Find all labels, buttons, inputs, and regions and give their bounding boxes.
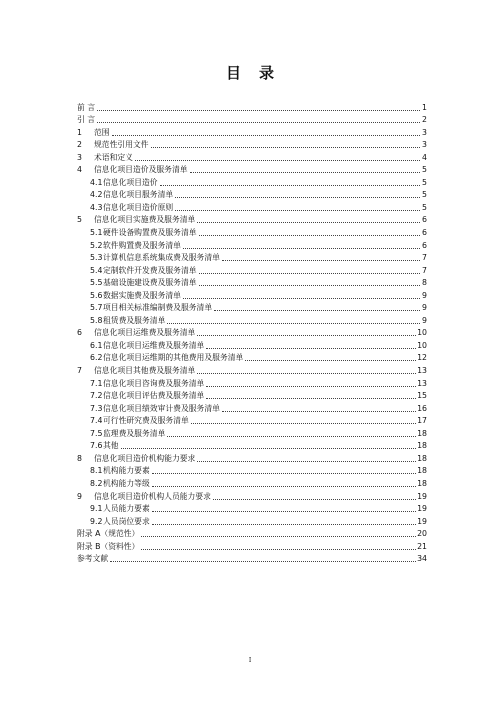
toc-entry-number: 5.7 — [90, 303, 103, 313]
toc-entry-number: 前 言 — [77, 102, 96, 112]
toc-entry-text: 信息化项目绩效审计费及服务清单 — [103, 403, 220, 413]
toc-entry-text: 术语和定义 — [94, 152, 133, 162]
toc-entry-text: 信息化项目服务清单 — [103, 190, 174, 200]
toc-entry-number: 3 — [77, 152, 82, 162]
toc-entry[interactable] — [77, 251, 427, 264]
toc-entry-page: 2 — [422, 115, 427, 125]
toc-entry-text: 项目相关标准编制费及服务清单 — [103, 303, 213, 313]
toc-entry-number: 8 — [77, 453, 82, 463]
dot-leader — [121, 447, 416, 449]
toc-entry-text: 可行性研究费及服务清单 — [103, 416, 189, 426]
toc-entry-page: 6 — [422, 215, 427, 225]
toc-entry-text: 数据实施费及服务清单 — [103, 290, 181, 300]
dot-leader — [222, 259, 420, 261]
dot-leader — [199, 272, 420, 274]
toc-entry-text: 硬件设备购置费及服务清单 — [103, 228, 197, 238]
toc-entry-title — [90, 278, 197, 288]
toc-entry-title — [90, 429, 165, 439]
toc-entry-title — [90, 203, 173, 213]
toc-entry[interactable] — [77, 125, 427, 138]
dot-leader — [197, 221, 420, 223]
toc-entry-title — [90, 416, 189, 426]
dot-leader — [175, 209, 420, 211]
toc-entry-number: 5.6 — [90, 290, 103, 300]
toc-entry-number: 9 — [77, 491, 82, 501]
toc-entry-title — [90, 291, 181, 301]
dot-leader — [206, 385, 416, 387]
toc-entry-number: 7.5 — [90, 428, 103, 438]
toc-entry-text: 信息化项目运维费及服务清单 — [103, 340, 205, 350]
toc-entry-text: 基础设施建设费及服务清单 — [103, 278, 197, 288]
toc-entry-page: 6 — [422, 240, 427, 250]
toc-entry-title — [90, 316, 165, 326]
dot-leader — [206, 397, 416, 399]
toc-entry-page: 19 — [417, 504, 427, 514]
toc-entry-number: 5.2 — [90, 240, 103, 250]
toc-entry-text: 机构能力等级 — [103, 478, 150, 488]
toc-entry-page: 3 — [422, 127, 427, 137]
toc-entry-text: 信息化项目运维期的其他费用及服务清单 — [103, 353, 244, 363]
toc-entry-text: 计算机信息系统集成费及服务清单 — [103, 253, 220, 263]
toc-entry-text: 人员岗位要求 — [103, 516, 150, 526]
toc-entry-text: 信息化项目咨询费及服务清单 — [103, 378, 205, 388]
toc-entry[interactable] — [77, 276, 427, 289]
toc-entry-title — [77, 454, 195, 464]
toc-entry[interactable] — [77, 175, 427, 188]
toc-entry-number: 4 — [77, 165, 82, 175]
toc-entry-page: 34 — [417, 554, 427, 564]
toc-entry-page: 18 — [417, 441, 427, 451]
toc-entry-page: 3 — [422, 140, 427, 150]
toc-entry[interactable] — [77, 288, 427, 301]
toc-entry[interactable] — [77, 363, 427, 376]
toc-entry-number: 7.1 — [90, 378, 103, 388]
dot-leader — [160, 184, 420, 186]
toc-entry-page: 18 — [417, 428, 427, 438]
toc-entry-text: 信息化项目造价及服务清单 — [94, 165, 188, 175]
toc-entry-number: 4.2 — [90, 190, 103, 200]
toc-entry-number: 5.8 — [90, 315, 103, 325]
dot-leader — [141, 548, 416, 550]
toc-entry[interactable] — [77, 476, 427, 489]
dot-leader — [183, 297, 420, 299]
toc-entry-text: 规范性引用文件 — [94, 140, 149, 150]
toc-entry-page: 16 — [417, 403, 427, 413]
toc-entry[interactable] — [77, 138, 427, 151]
dot-leader — [213, 498, 416, 500]
toc-entry-page: 20 — [417, 529, 427, 539]
toc-entry-page: 18 — [417, 478, 427, 488]
toc-entry-number: 7.3 — [90, 403, 103, 413]
toc-entry[interactable] — [77, 464, 427, 477]
toc-entry[interactable] — [77, 401, 427, 414]
toc-entry-number: 7.2 — [90, 391, 103, 401]
toc-entry-page: 10 — [417, 328, 427, 338]
toc-entry-title — [90, 466, 150, 476]
toc-entry-text: 信息化项目造价原则 — [103, 202, 174, 212]
toc-entry-number: 4.3 — [90, 202, 103, 212]
toc-entry-title — [77, 492, 211, 502]
toc-entry-page: 17 — [417, 416, 427, 426]
toc-entry-number: 6.1 — [90, 340, 103, 350]
toc-entry-number: 6.2 — [90, 353, 103, 363]
toc-entry[interactable] — [77, 502, 427, 515]
toc-entry[interactable] — [77, 213, 427, 226]
toc-entry[interactable] — [77, 313, 427, 326]
toc-entry-number: 参考文献 — [77, 554, 109, 564]
toc-entry-number: 7.6 — [90, 441, 103, 451]
toc-entry-title — [77, 554, 108, 564]
toc-entry-page: 13 — [417, 366, 427, 376]
toc-entry[interactable] — [77, 263, 427, 276]
toc-entry-title — [90, 353, 243, 363]
toc-entry-title — [77, 115, 95, 125]
dot-leader — [141, 535, 416, 537]
toc-entry[interactable] — [77, 301, 427, 314]
toc-entry-text: 信息化项目造价机构能力要求 — [94, 453, 196, 463]
toc-entry-page: 9 — [422, 290, 427, 300]
toc-entry-page: 18 — [417, 466, 427, 476]
table-of-contents — [77, 100, 427, 564]
toc-entry-text: 范围 — [94, 127, 110, 137]
toc-entry-page: 19 — [417, 491, 427, 501]
toc-entry-page: 5 — [422, 190, 427, 200]
toc-entry-title — [90, 178, 158, 188]
dot-leader — [152, 485, 416, 487]
toc-entry[interactable] — [77, 225, 427, 238]
toc-entry-title — [90, 228, 197, 238]
dot-leader — [97, 121, 420, 123]
toc-entry-text: 软件购置费及服务清单 — [103, 240, 181, 250]
toc-entry-title — [90, 253, 220, 263]
toc-entry-text: 机构能力要素 — [103, 466, 150, 476]
toc-entry-title — [77, 542, 139, 552]
toc-entry-text: 其他 — [103, 441, 119, 451]
dot-leader — [197, 334, 416, 336]
toc-entry-text: 信息化项目运维费及服务清单 — [94, 328, 196, 338]
toc-entry[interactable] — [77, 552, 427, 565]
toc-entry-page: 9 — [422, 315, 427, 325]
toc-entry-number: 9.1 — [90, 504, 103, 514]
dot-leader — [135, 159, 420, 161]
toc-entry-title — [77, 529, 139, 539]
dot-leader — [183, 247, 420, 249]
toc-entry-title — [90, 379, 204, 389]
toc-entry[interactable] — [77, 527, 427, 540]
toc-entry[interactable] — [77, 539, 427, 552]
toc-entry-page: 5 — [422, 165, 427, 175]
toc-entry-number: 2 — [77, 140, 82, 150]
toc-entry-text: 监理费及服务清单 — [103, 428, 166, 438]
toc-entry[interactable] — [77, 326, 427, 339]
toc-entry-page: 8 — [422, 278, 427, 288]
toc-entry[interactable] — [77, 414, 427, 427]
toc-entry-text: 信息化项目评估费及服务清单 — [103, 391, 205, 401]
dot-leader — [112, 134, 420, 136]
toc-entry-number: 9.2 — [90, 516, 103, 526]
toc-entry-title — [77, 366, 195, 376]
toc-entry-number: 1 — [77, 127, 82, 137]
toc-entry-number: 5.1 — [90, 228, 103, 238]
toc-entry-title — [90, 241, 181, 251]
toc-entry-number: 5.3 — [90, 253, 103, 263]
toc-entry-number: 5.5 — [90, 278, 103, 288]
toc-entry-title — [77, 103, 95, 113]
dot-leader — [151, 146, 420, 148]
toc-entry-page: 5 — [422, 202, 427, 212]
toc-entry-number: 附录 B（资料性） — [77, 541, 140, 551]
toc-entry-title — [90, 341, 204, 351]
toc-entry-text: 信息化项目实施费及服务清单 — [94, 215, 196, 225]
toc-entry[interactable] — [77, 113, 427, 126]
toc-entry[interactable] — [77, 351, 427, 364]
toc-entry-number: 6 — [77, 328, 82, 338]
toc-entry-number: 4.1 — [90, 177, 103, 187]
toc-entry[interactable] — [77, 426, 427, 439]
toc-entry[interactable] — [77, 100, 427, 113]
toc-entry-title — [77, 128, 110, 138]
toc-entry-text: 定制软件开发费及服务清单 — [103, 265, 197, 275]
toc-entry-page: 7 — [422, 265, 427, 275]
page-title: 目录 — [225, 64, 292, 82]
toc-entry-number: 引 言 — [77, 115, 96, 125]
dot-leader — [152, 523, 416, 525]
toc-entry-number: 附录 A（规范性） — [77, 529, 140, 539]
toc-entry[interactable] — [77, 188, 427, 201]
toc-entry-page: 13 — [417, 378, 427, 388]
toc-entry-page: 21 — [417, 541, 427, 551]
toc-entry[interactable] — [77, 338, 427, 351]
page-number: I — [248, 657, 252, 664]
toc-entry-page: 15 — [417, 391, 427, 401]
toc-entry-number: 8.2 — [90, 478, 103, 488]
dot-leader — [197, 460, 416, 462]
dot-leader — [197, 372, 416, 374]
toc-entry-page: 6 — [422, 228, 427, 238]
toc-entry-page: 7 — [422, 253, 427, 263]
toc-entry-title — [77, 165, 188, 175]
toc-entry-number: 5 — [77, 215, 82, 225]
toc-entry-text: 租赁费及服务清单 — [103, 315, 166, 325]
dot-leader — [190, 171, 420, 173]
toc-entry-page: 5 — [422, 177, 427, 187]
toc-entry-text: 信息化项目造价机构人员能力要求 — [94, 491, 211, 501]
toc-entry-title — [90, 404, 220, 414]
toc-entry[interactable] — [77, 200, 427, 213]
dot-leader — [191, 422, 416, 424]
toc-entry-title — [90, 517, 150, 527]
toc-entry[interactable] — [77, 238, 427, 251]
dot-leader — [245, 359, 416, 361]
toc-entry[interactable] — [77, 150, 427, 163]
toc-entry-number: 7.4 — [90, 416, 103, 426]
dot-leader — [199, 284, 420, 286]
toc-entry-number: 7 — [77, 366, 82, 376]
dot-leader — [152, 472, 416, 474]
toc-entry-page: 18 — [417, 453, 427, 463]
toc-entry[interactable] — [77, 389, 427, 402]
dot-leader — [110, 560, 416, 562]
toc-entry-number: 8.1 — [90, 466, 103, 476]
toc-entry-page: 10 — [417, 340, 427, 350]
dot-leader — [167, 435, 416, 437]
toc-entry-title — [77, 153, 133, 163]
toc-entry-title — [90, 190, 173, 200]
toc-entry-page: 1 — [422, 102, 427, 112]
dot-leader — [222, 410, 416, 412]
toc-entry-number: 5.4 — [90, 265, 103, 275]
toc-entry-text: 人员能力要素 — [103, 504, 150, 514]
dot-leader — [97, 109, 420, 111]
toc-entry-page: 19 — [417, 516, 427, 526]
dot-leader — [175, 196, 420, 198]
toc-entry-page: 4 — [422, 152, 427, 162]
toc-entry-title — [77, 215, 195, 225]
toc-entry[interactable] — [77, 163, 427, 176]
dot-leader — [152, 510, 416, 512]
toc-entry-page: 12 — [417, 353, 427, 363]
dot-leader — [167, 322, 420, 324]
toc-entry-title — [90, 504, 150, 514]
toc-entry-text: 信息化项目造价 — [103, 177, 158, 187]
toc-entry-title — [90, 479, 150, 489]
toc-entry-title — [90, 303, 212, 313]
toc-entry[interactable] — [77, 451, 427, 464]
toc-entry[interactable] — [77, 376, 427, 389]
toc-entry-title — [90, 441, 119, 451]
toc-entry[interactable] — [77, 439, 427, 452]
toc-entry-title — [77, 140, 149, 150]
toc-entry-text: 信息化项目其他费及服务清单 — [94, 366, 196, 376]
dot-leader — [206, 347, 416, 349]
toc-entry-page: 9 — [422, 303, 427, 313]
dot-leader — [214, 309, 420, 311]
toc-entry[interactable] — [77, 514, 427, 527]
toc-entry-title — [77, 328, 195, 338]
toc-entry-title — [90, 266, 197, 276]
dot-leader — [199, 234, 420, 236]
toc-entry[interactable] — [77, 489, 427, 502]
toc-entry-title — [90, 391, 204, 401]
